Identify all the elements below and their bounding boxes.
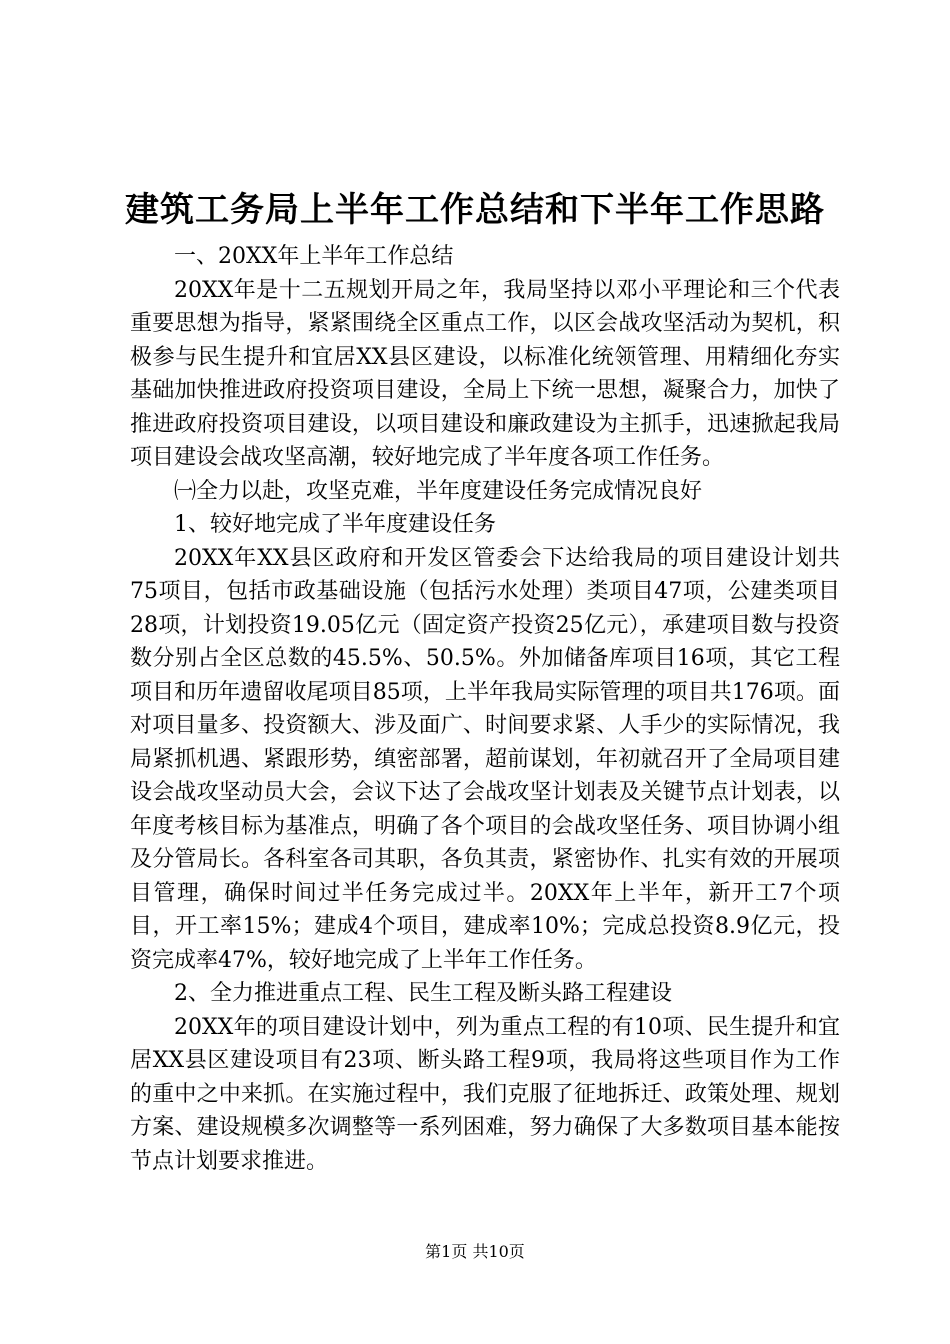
page-number-footer: 第1页 共10页 (425, 1242, 525, 1261)
document-body (130, 240, 840, 1178)
paragraph: 20XX年的项目建设计划中，列为重点工程的有10项、民生提升和宜居XX县区建设项目有23项、断头路工程9项，我局将这些项目作为工作的重中之中来抓。在实施过程中，我们克服了征地拆迁、政策处理、规划方案、建设规模多次调整等一系列困难，努力确保了大多数项目基本能按节点计划要求推进。 (130, 1014, 840, 1174)
paragraph: 20XX年XX县区政府和开发区管委会下达给我局的项目建设计划共75项目，包括市政基础设施（包括污水处理）类项目47项，公建类项目28项，计划投资19.05亿元（固定资产投资25亿元），承建项目数与投资数分别占全区总数的45.5%、50.5%。外加储备库项目16项，其它工程项目和历年遗留收尾项目85项，上半年我局实际管理的项目共176项。面对项目量多、投资额大、涉及面广、时间要求紧、人手少的实际情况，我局紧抓机遇、紧跟形势，缜密部署，超前谋划，年初就召开了全局项目建设会战攻坚动员大会，会议下达了会战攻坚计划表及关键节点计划表，以年度考核目标为基准点，明确了各个项目的会战攻坚任务、项目协调小组及分管局长。各科室各司其职，各负其责，紧密协作、扎实有效的开展项目管理，确保时间过半任务完成过半。20XX年上半年，新开工7个项目，开工率15%；建成4个项目，建成率10%；完成总投资8.9亿元，投资完成率47%，较好地完成了上半年工作任务。 (130, 545, 840, 973)
subsection-heading: ㈠全力以赴，攻坚克难，半年度建设任务完成情况良好 (174, 478, 703, 504)
document-title: 建筑工务局上半年工作总结和下半年工作思路 (125, 190, 825, 230)
item-heading: 1、较好地完成了半年度建设任务 (174, 512, 496, 537)
section-heading: 一、20XX年上半年工作总结 (174, 244, 454, 269)
item-heading: 2、全力推进重点工程、民生工程及断头路工程建设 (174, 981, 672, 1006)
paragraph: 20XX年是十二五规划开局之年，我局坚持以邓小平理论和三个代表重要思想为指导，紧紧围绕全区重点工作，以区会战攻坚活动为契机，积极参与民生提升和宜居XX县区建设，以标准化统领管理、用精细化夯实基础加快推进政府投资项目建设，全局上下统一思想，凝聚合力，加快了推进政府投资项目建设，以项目建设和廉政建设为主抓手，迅速掀起我局项目建设会战攻坚高潮，较好地完成了半年度各项工作任务。 (130, 277, 840, 470)
